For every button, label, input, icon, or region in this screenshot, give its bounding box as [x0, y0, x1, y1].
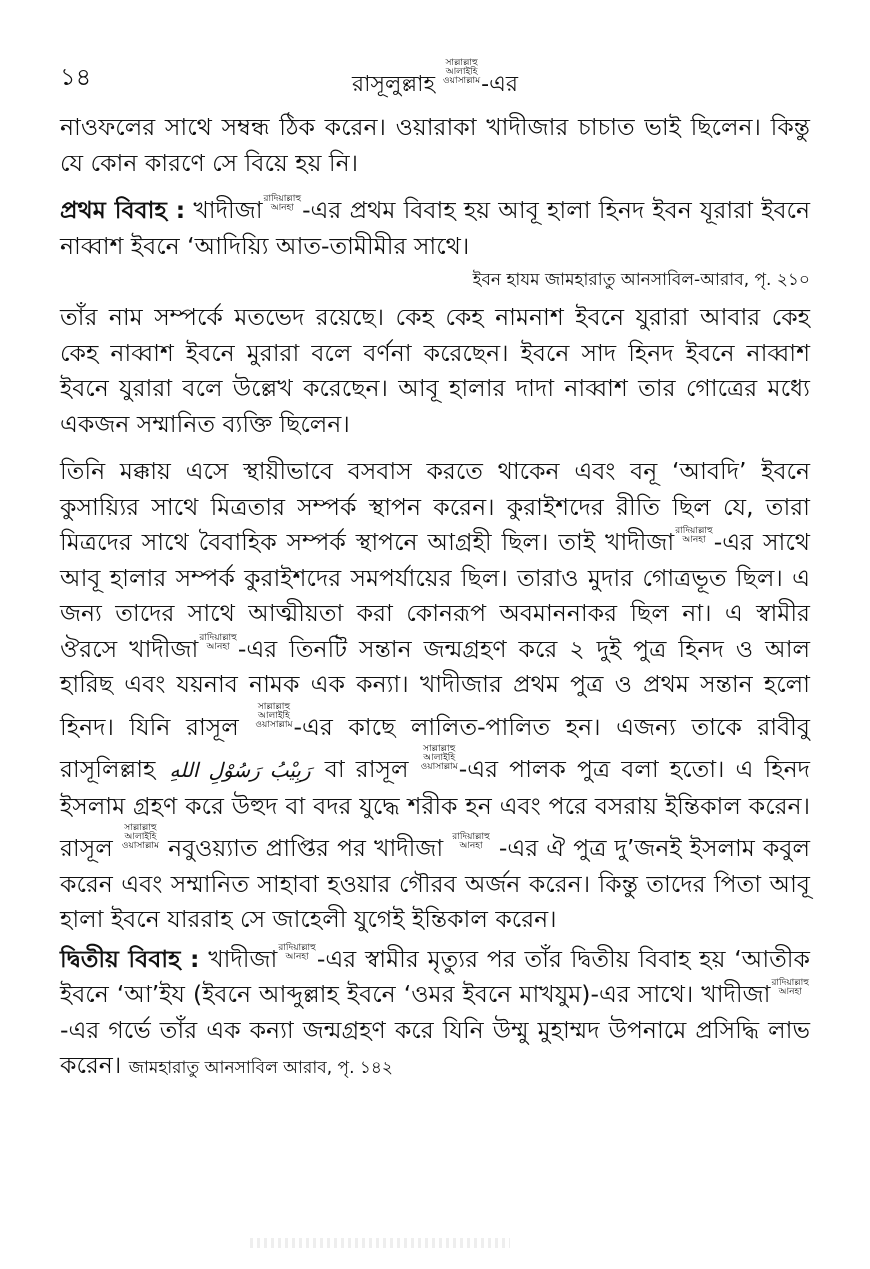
salawat-glyph: সাল্লাল্লাহু আলাইহি ওয়াসাল্লাম — [443, 58, 481, 86]
paragraph-first-marriage: প্রথম বিবাহ : খাদীজা রাদিয়াল্লাহু আনহা -এর প্রথম বিবাহ হয় আবূ হালা হিনদ ইবন যূরারা ইবনে নাব্বাশ ইবনে ‘আদিয়্যি আত-তামীমীর সাথে। — [60, 194, 810, 260]
running-title-suffix: -এর — [481, 72, 518, 97]
citation: জামহারাতু আনসাবিল আরাব, পৃ. ১৪২ — [128, 1058, 393, 1078]
radiallahu-glyph: রাদিয়াল্লাহু আনহা — [278, 942, 316, 962]
print-smudge — [250, 1238, 510, 1248]
running-title-text: রাসূলুল্লাহ — [352, 72, 436, 97]
paragraph: তাঁর নাম সম্পর্কে মতভেদ রয়েছে। কেহ কেহ নামনাশ ইবনে যুরারা আবার কেহ কেহ নাব্বাশ ইবনে মুরারা বলে বর্ণনা করেছেন। ইবনে সাদ হিনদ ইবনে নাব্বাশ ইবনে যুরারা বলে উল্লেখ করেছেন। আবূ হালার দাদা নাব্বাশ তার গোত্রের মধ্যে একজন সম্মানিত ব্যক্তি ছিলেন। — [60, 303, 810, 438]
radiallahu-glyph: রাদিয়াল্লাহু আনহা — [199, 632, 237, 652]
radiallahu-glyph: রাদিয়াল্লাহু আনহা — [263, 194, 302, 213]
salawat-glyph: সাল্লাল্লাহু আলাইহি ওয়াসাল্লাম — [121, 823, 159, 851]
section-heading: প্রথম বিবাহ : — [60, 196, 186, 224]
page-body — [60, 110, 810, 1099]
salawat-glyph: সাল্লাল্লাহু আলাইহি ওয়াসাল্লাম — [420, 744, 458, 772]
radiallahu-glyph: রাদিয়াল্লাহু আনহা — [771, 978, 809, 997]
paragraph: নাওফলের সাথে সম্বন্ধ ঠিক করেন। ওয়ারাকা খাদীজার চাচাত ভাই ছিলেন। কিন্তু যে কোন কারণে সে বিয়ে হয় নি। — [60, 113, 810, 177]
page-header — [60, 55, 810, 95]
section-heading: দ্বিতীয় বিবাহ : — [60, 944, 200, 973]
radiallahu-glyph: রাদিয়াল্লাহু আনহা — [452, 832, 490, 851]
arabic-phrase: رَبِيْبُ رَسُوْلِ اللهِ — [169, 758, 311, 782]
paragraph-second-marriage: দ্বিতীয় বিবাহ : খাদীজা রাদিয়াল্লাহু আনহা -এর স্বামীর মৃত্যুর পর তাঁর দ্বিতীয় বিবাহ হয় ‘আতীক ইবনে ‘আ’ইয (ইবনে আব্দুল্লাহ ইবনে ‘ওমর ইবনে মাখযুম)-এর সাথে। খাদীজা রাদিয়াল্লাহু আনহা -এর গর্ভে তাঁর এক কন্যা জন্মগ্রহণ করে যিনি উম্মু মুহাম্মদ উপনামে প্রসিদ্ধি লাভ করেন। জামহারাতু আনসাবিল আরাব, পৃ. ১৪২ — [60, 942, 810, 1079]
page-number: ১৪ — [60, 63, 92, 91]
citation: ইবন হাযম জামহারাতু আনসাবিল-আরাব, পৃ. ২১০ — [472, 270, 810, 290]
running-title — [60, 59, 810, 104]
paragraph: তিনি মক্কায় এসে স্থায়ীভাবে বসবাস করতে থাকেন এবং বনূ ‘আবদি’ ইবনে কুসায়্যির সাথে মিত্রতার সম্পর্ক স্থাপন করেন। কুরাইশদের রীতি ছিল যে, তারা মিত্রদের সাথে বৈবাহিক সম্পর্ক স্থাপনে আগ্রহী ছিল। তাই খাদীজা রাদিয়াল্লাহু আনহা -এর সাথে আবূ হালার সম্পর্ক কুরাইশদের সমপর্যায়ের ছিল। তারাও মুদার গোত্রভূত ছিল। এ জন্য তাদের সাথে আত্মীয়তা করা কোনরূপ অবমাননাকর ছিল না। এ স্বামীর ঔরসে খাদীজা রাদিয়াল্লাহু আনহা -এর তিনটি সন্তান জন্মগ্রহণ করে ২ দুই পুত্র হিনদ ও আল হারিছ এবং যয়নাব নামক এক কন্যা। খাদীজার প্রথম পুত্র ও প্রথম সন্তান হলো হিনদ। যিনি রাসূল সাল্লাল্লাহু আলাইহি ওয়াসাল্লাম -এর কাছে লালিত-পালিত হন। এজন্য তাকে রাবীবু রাসূলিল্লাহ رَبِيْبُ رَسُوْلِ اللهِ বা রাসূল সাল্লাল্লাহু আলাইহি ওয়াসাল্লাম -এর পালক পুত্র বলা হতো। এ হিনদ ইসলাম গ্রহণ করে উহুদ বা বদর যুদ্ধে শরীক হন এবং পরে বসরায় ইন্তিকাল করেন। রাসূল সাল্লাল্লাহু আলাইহি ওয়াসাল্লাম নবুওয়্যাত প্রাপ্তির পর খাদীজা রাদিয়াল্লাহু আনহা -এর ঐ পুত্র দু’জনই ইসলাম কবুল করেন এবং সম্মানিত সাহাবা হওয়ার গৌরব অর্জন করেন। কিন্তু তাদের পিতা আবূ হালা ইবনে যাররাহ সে জাহেলী যুগেই ইন্তিকাল করেন। — [60, 457, 810, 933]
radiallahu-glyph: রাদিয়াল্লাহু আনহা — [675, 526, 713, 545]
salawat-glyph: সাল্লাল্লাহু আলাইহি ওয়াসাল্লাম — [255, 701, 293, 730]
